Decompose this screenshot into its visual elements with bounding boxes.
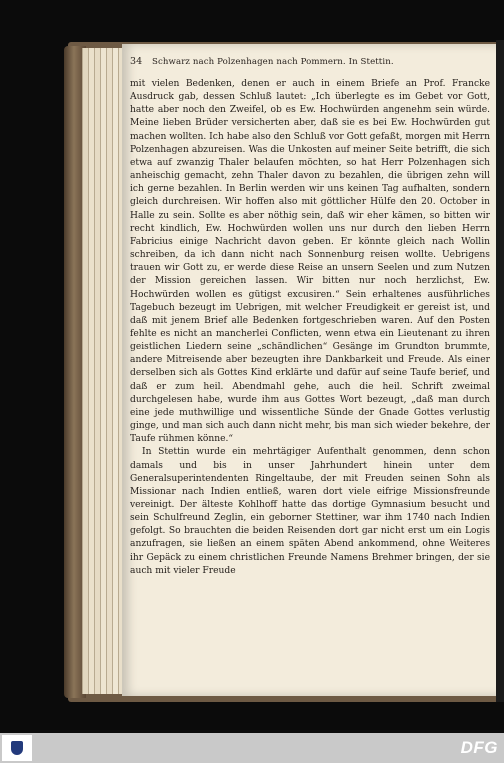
seal-mark <box>11 741 23 755</box>
library-seal-icon[interactable] <box>2 735 32 761</box>
viewer-footer <box>0 733 504 763</box>
running-head-title: Schwarz nach Polzenhagen nach Pommern. In Stettin. <box>152 57 394 67</box>
page-number: 34 <box>130 56 143 67</box>
dfg-logo[interactable]: DFG <box>460 738 498 757</box>
next-page-edge <box>496 40 504 702</box>
paragraph: In Stettin wurde ein mehrtägiger Aufenthalt genommen, denn schon damals und bis in unser Jahrhundert hinein unter dem Generalsuperintendenten Ringeltaube, der mit Freuden seinen Sohn als Missionar nach Indien entließ, waren dort viele eifrige Missionsfreunde vereinigt. Der älteste Kohlhoff hatte das dortige Gymnasium besucht und sein Schulfreund Zeglin, ein geborner Stettiner, war ihm 1740 nach Indien gefolgt. So brauchten die beiden Reisenden dort gar nicht erst um ein Logis anzufragen, sie ließen an einem späten Abend ankommend, ohne Weiteres ihr Gepäck zu einem christlichen Freunde Namens Brehmer bringen, der sie auch mit vieler Freude <box>130 447 490 576</box>
body-text <box>130 78 490 578</box>
running-head <box>130 56 430 70</box>
paragraph: mit vielen Bedenken, denen er auch in einem Briefe an Prof. Francke Ausdruck gab, dessen Schluß lautet: „Ich überlegte es im Gebet vor Gott, hatte aber noch den Zweifel, ob es Ew. Hochwürden angenehm sein würde. Meine lieben Brüder versicherten aber, daß sie es bei Ew. Hochwürden gut machen wollten. Ich habe also den Schluß vor Gott gefaßt, morgen mit Herrn Polzenhagen abzureisen. Was die Unkosten auf meiner Seite betrifft, die sich etwa auf zwanzig Thaler belaufen möchten, so hat Herr Polzenhagen sich anheischig gemacht, zehn Thaler davon zu bezahlen, die übrigen zehn will ich gerne bezahlen. In Berlin werden wir uns keinen Tag aufhalten, sondern gleich durchreisen. Wir hoffen also mit göttlicher Hülfe den 20. October in Halle zu sein. Sollte es aber nöthig sein, daß wir eher kämen, so bitten wir recht kindlich, Ew. Hochwürden wollen uns nur durch den lieben Herrn Fabricius einige Nachricht davon geben. Er könnte gleich nach Wollin schreiben, da ich dann nicht nach Sonnenburg reisen wollte. Uebrigens trauen wir Gott zu, er werde diese Reise an unsern Seelen und zum Nutzen der Mission gereichen lassen. Wir bitten nur noch herzlichst, Ew. Hochwürden wollen es gütigst excusiren.“ Sein erhaltenes ausführliches Tagebuch bezeugt im Uebrigen, mit welcher Freudigkeit er gereist ist, und daß mit jenem Brief alle Bedenken fortgeschrieben waren. Auf den Posten fehlte es nicht an mancherlei Conflicten, wenn etwa ein Lieutenant zu ihren geistlichen Liedern seine „schändlichen“ Gesänge im Grundton brummte, andere Mitreisende aber bezeugten ihre Dankbarkeit und Freude. Als einer derselben sich als Gottes Kind erklärte und dafür auf seine Taufe berief, und daß er zum heil. Abendmahl gehe, auch die heil. Schrift zweimal durchgelesen habe, wurde ihm aus Gottes Wort bezeugt, „daß man durch eine jede muthwillige und wissentliche Sünde der Gnade Gottes verlustig ginge, und man sich auch dann nicht mehr, bis man sich wieder bekehre, der Taufe rühmen könne.“ <box>130 79 490 445</box>
